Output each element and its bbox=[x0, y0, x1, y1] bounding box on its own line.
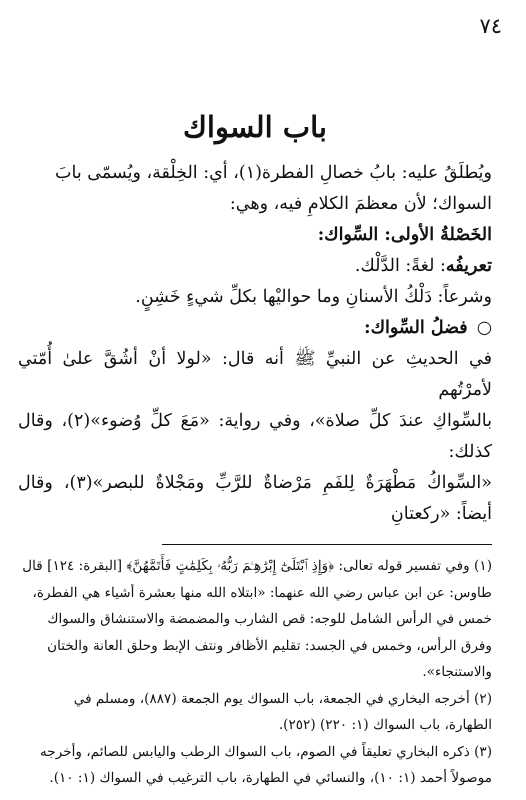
footnotes bbox=[18, 553, 492, 792]
main-text bbox=[18, 158, 492, 530]
footnote-line: خمس في الرأس الشامل للوجه: قص الشارب والمضمضة والاستنشاق والسواك bbox=[47, 611, 492, 627]
virtue-heading-line bbox=[18, 313, 492, 344]
footnote-line: موصولاً أحمد (١: ١٠)، والنسائي في الطهارة، باب الترغيب في السواك (١: ١٠). bbox=[49, 770, 492, 786]
hadith-line: بالسِّواكِ عندَ كلِّ صلاة»، وفي رواية: «مَعَ كلِّ وُضوء»(٢)، وقال كذلك: bbox=[18, 411, 492, 462]
trait-heading: الخَصْلةُ الأولى: السِّواك: bbox=[317, 225, 492, 245]
hadith-line: «السِّواكُ مَطْهَرَةٌ لِلفَمِ مَرْضاةٌ للرَّبِّ ومَجْلاةٌ للبصر»(٣)، وقال أيضاً: «ركعتانِ bbox=[18, 473, 492, 524]
footnote-divider bbox=[162, 544, 492, 545]
page-number: ٧٤ bbox=[479, 14, 502, 38]
footnote-line: (٣) ذكره البخاري تعليقاً في الصوم، باب السواك الرطب واليابس للصائم، وأخرجه bbox=[40, 743, 492, 760]
colon-sep: : bbox=[434, 256, 446, 276]
footnote-line: طاوس: عن ابن عباس رضي الله عنهما: «ابتلاه الله منها بعشرة أشياء هي الفطرة، bbox=[32, 584, 492, 601]
footnote-line: وفرق الرأس، وخمس في الجسد: تقليم الأظافر ونتف الإبط وحلق العانة والختان bbox=[47, 637, 492, 654]
definition-line bbox=[18, 251, 492, 282]
intro-line: السواك؛ لأن معظمَ الكلامِ فيه، وهي: bbox=[229, 194, 492, 214]
hadith-line: في الحديثِ عن النبيِّ ﷺ أنه قال: «لولا أنْ أشُقَّ علىٰ أُمّتي لأمرْتُهم bbox=[18, 349, 492, 400]
footnote-line: والاستنجاء». bbox=[422, 664, 492, 680]
sharan-line: وشرعاً: دَلْكُ الأسنانِ وما حواليْها بكلِّ شيءٍ خَشِنٍ. bbox=[135, 287, 492, 307]
footnote-line: (٢) أخرجه البخاري في الجمعة، باب السواك يوم الجمعة (٨٨٧)، ومسلم في bbox=[73, 690, 492, 707]
chapter-title: باب السواك bbox=[182, 110, 327, 144]
footnote-line: (١) وفي تفسير قوله تعالى: ﴿وَإِذِ ٱبْتَلَىٰٓ إِبْرَٰهِـۧمَ رَبُّهُۥ بِكَلِمَٰتٍ فَأَتَمَّهُنَّ﴾ [البقرة: ١٢٤] قال bbox=[22, 558, 492, 574]
footnote-line: الطهارة، باب السواك (١: ٢٢٠) (٢٥٢). bbox=[278, 717, 492, 733]
definition-label: تعريفُه bbox=[445, 256, 492, 276]
definition-text: لغةً: الدَّلْك. bbox=[354, 256, 435, 276]
virtue-heading: فضلُ السِّواك: bbox=[364, 318, 468, 338]
intro-line: ويُطلَقُ عليه: بابُ خصالِ الفطرة(١)، أي: الخِلْقة، ويُسمّى بابَ bbox=[55, 163, 492, 183]
circle-bullet-icon: ○ bbox=[476, 318, 492, 338]
